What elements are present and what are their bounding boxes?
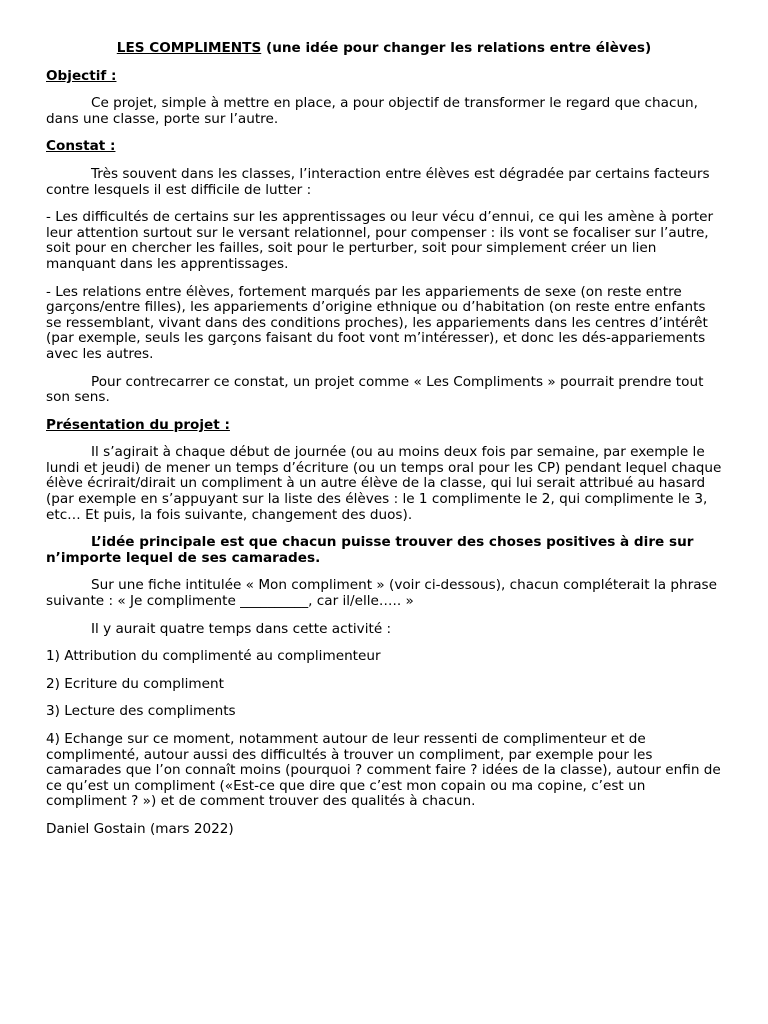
constat-intro: Très souvent dans les classes, l’interaction entre élèves est dégradée par certains facteurs contre lesquels il est difficile de lutter : [46, 165, 710, 198]
title-subtitle: (une idée pour changer les relations entre élèves) [261, 40, 652, 56]
constat-point-1: - Les difficultés de certains sur les apprentissages ou leur vécu d’ennui, ce qui les amène à porter leur attention surtout sur le versant relationnel, pour compenser : ils vont se focaliser sur l’autre, soit pour en chercher les failles, soit pour le perturber, soit pour simplement créer un lien manquant dans les apprentissages. [46, 209, 714, 272]
step-1: 1) Attribution du complimenté au complimenteur [46, 648, 381, 665]
fiche-description: Sur une fiche intitulée « Mon compliment » (voir ci-dessous), chacun compléterait la phrase suivante : « Je complimente __________, car il/elle….. » [46, 577, 717, 610]
title-main: LES COMPLIMENTS [116, 40, 262, 56]
heading-presentation: Présentation du projet : [46, 416, 230, 433]
step-2: 2) Ecriture du compliment [46, 675, 224, 692]
constat-conclusion: Pour contrecarrer ce constat, un projet comme « Les Compliments » pourrait prendre tout son sens. [46, 373, 704, 406]
main-idea: L’idée principale est que chacun puisse trouver des choses positives à dire sur n’importe lequel de ses camarades. [46, 534, 694, 566]
step-4: 4) Echange sur ce moment, notamment autour de leur ressenti de complimenteur et de complimenté, autour aussi des difficultés à trouver un compliment, par exemple pour les camarades que l’on connaît moins (pourquoi ? comment faire ? idées de la classe), autour enfin de ce qu’est un compliment («Est-ce que dire que c’est mon copain ou ma copine, c’est un compliment ? ») et de comment trouver des qualités à chacun. [46, 731, 721, 810]
constat-point-2: - Les relations entre élèves, fortement marqués par les appariements de sexe (on reste entre garçons/entre filles), les appariements d’origine ethnique ou d’habitation (on reste entre enfants se ressemblant, vivant dans des conditions proches), les appariements dans les centres d’intérêt (par exemple, seuls les garçons faisant du foot vont m’intéresser), et donc les dés-appariements avec les autres. [46, 283, 708, 362]
objectif-text: Ce projet, simple à mettre en place, a pour objectif de transformer le regard que chacun, dans une classe, porte sur l’autre. [46, 95, 698, 127]
heading-objectif: Objectif : [46, 67, 117, 84]
steps-intro: Il y aurait quatre temps dans cette activité : [91, 620, 392, 637]
signature: Daniel Gostain (mars 2022) [46, 820, 234, 837]
document-page [46, 41, 722, 850]
heading-constat: Constat : [46, 138, 116, 155]
presentation-paragraph: Il s’agirait à chaque début de journée (ou au moins deux fois par semaine, par exemple le lundi et jeudi) de mener un temps d’écriture (ou un temps oral pour les CP) pendant lequel chaque élève écrirait/dirait un compliment à un autre élève de la classe, qui lui serait attribué au hasard (par exemple en s’appuyant sur la liste des élèves : le 1 complimente le 2, qui complimente le 3, etc… Et puis, la fois suivante, changement des duos). [46, 444, 722, 523]
step-3: 3) Lecture des compliments [46, 703, 236, 720]
document-title [46, 41, 722, 57]
